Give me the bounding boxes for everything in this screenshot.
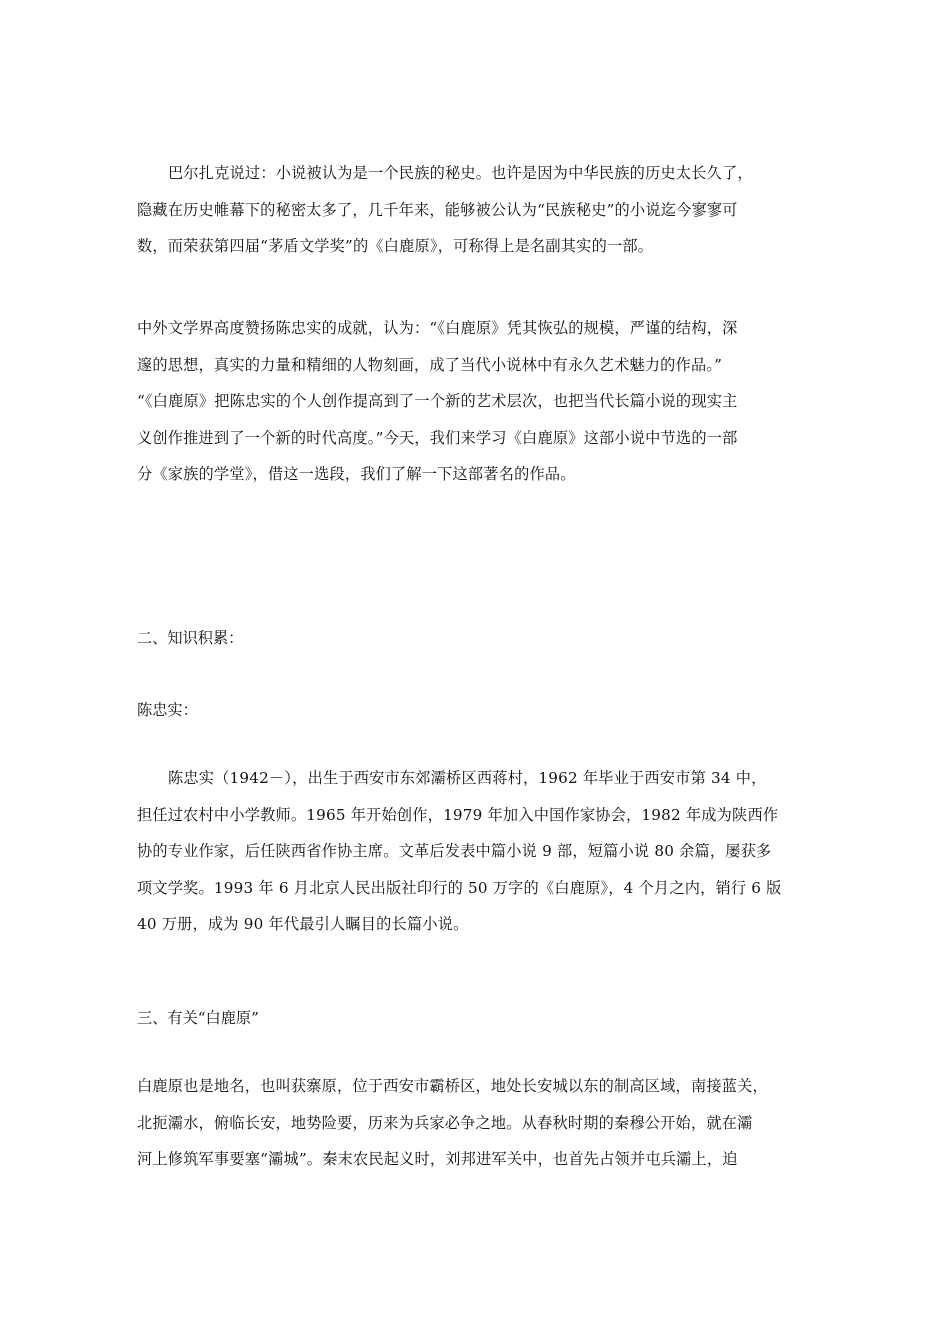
bailuyuan-paragraph	[137, 1068, 825, 1178]
text-line: 邃的思想，真实的力量和精细的人物刻画，成了当代小说林中有永久艺术魅力的作品。”	[137, 355, 723, 374]
author-subheading: 陈忠实：	[137, 701, 198, 719]
text-line: 项文学奖。1993 年 6 月北京人民出版社印行的 50 万字的《白鹿原》，4 个月之内，销行 6 版	[137, 878, 782, 897]
text-line: “《白鹿原》把陈忠实的个人创作提高到了一个新的艺术层次，也把当代长篇小说的现实主	[137, 392, 738, 410]
section-heading-knowledge: 二、知识积累：	[137, 629, 244, 647]
text-line: 河上修筑军事要塞“灞城”。秦末农民起义时，刘邦进军关中，也首先占领并屯兵灞上，迫	[137, 1150, 738, 1168]
text-line: 白鹿原也是地名，也叫获寨原，位于西安市霸桥区，地处长安城以东的制高区域，南接蓝关，	[137, 1077, 768, 1095]
author-bio-paragraph	[137, 760, 825, 943]
text-line: 巴尔扎克说过：小说被认为是一个民族的秘史。也许是因为中华民族的历史太长久了，	[168, 164, 753, 182]
text-line: 40 万册，成为 90 年代最引人瞩目的长篇小说。	[137, 915, 469, 933]
text-line: 陈忠实（1942－），出生于西安市东郊灞桥区西蒋村，1962 年毕业于西安市第 34 中，	[168, 769, 767, 787]
text-line: 数，而荣获第四届“茅盾文学奖”的《白鹿原》，可称得上是名副其实的一部。	[137, 237, 654, 255]
text-line: 担任过农村中小学教师。1965 年开始创作，1979 年加入中国作家协会，1982 年成为陕西作	[137, 805, 779, 824]
text-line: 义创作推进到了一个新的时代高度。”今天，我们来学习《白鹿原》这部小说中节选的一部	[137, 428, 738, 447]
intro-paragraph	[137, 155, 825, 265]
text-line: 隐藏在历史帷幕下的秘密太多了，几千年来，能够被公认为“民族秘史”的小说迄今寥寥可	[137, 200, 738, 219]
praise-paragraph	[137, 310, 825, 493]
text-line: 协的专业作家，后任陕西省作协主席。文革后发表中篇小说 9 部，短篇小说 80 余篇，屡获多	[137, 842, 772, 860]
section-heading-bailuyuan: 三、有关“白鹿原”	[137, 1009, 259, 1027]
text-line: 北扼灞水，俯临长安，地势险要，历来为兵家必争之地。从春秋时期的秦穆公开始，就在灞	[137, 1113, 753, 1132]
text-line: 分《家族的学堂》，借这一选段，我们了解一下这部著名的作品。	[137, 465, 576, 483]
text-line: 中外文学界高度赞扬陈忠实的成就，认为：“《白鹿原》凭其恢弘的规模，严谨的结构，深	[137, 319, 738, 337]
